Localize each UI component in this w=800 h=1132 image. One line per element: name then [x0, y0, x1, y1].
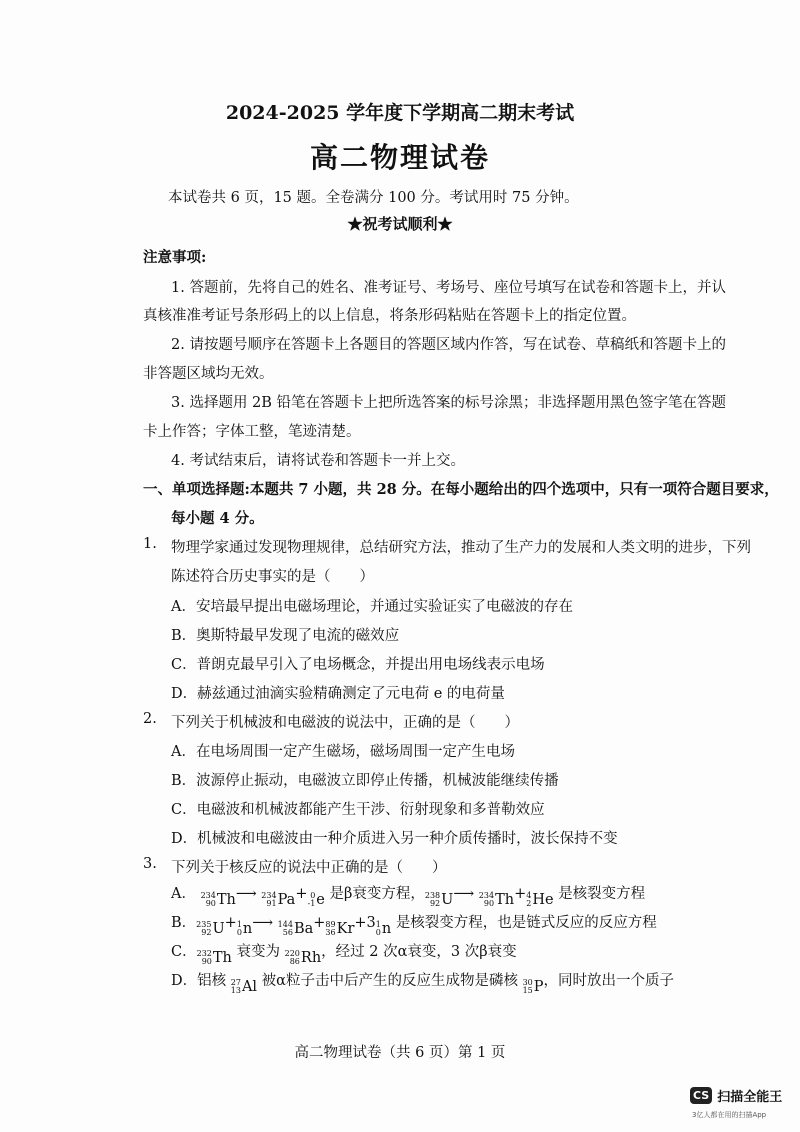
- good-luck: ★祝考试顺利★: [347, 215, 453, 233]
- q3-option-b: B． 235 92 U + 1 0 n ⟶ 144 56 Ba + 89 36 Kr +3 1 0 n 是核裂变方程，也是链式反应的反应方程: [171, 915, 657, 937]
- section-heading: 一、单项选择题:本题共 7 小题，共 28 分。在每小题给出的四个选项中，只有一项符合题目要求，: [143, 481, 779, 498]
- camscanner-logo-icon: CS: [690, 1087, 712, 1104]
- q1-stem: 陈述符合历史事实的是（ ）: [171, 569, 374, 585]
- nuclide: 234 90 Th: [200, 891, 236, 908]
- note-line: 真核准准考证号条形码上的以上信息，将条形码粘贴在答题卡上的指定位置。: [143, 308, 636, 324]
- section-heading-cont: 每小题 4 分。: [171, 510, 264, 527]
- note-line: 1. 答题前，先将自己的姓名、准考证号、考场号、座位号填写在试卷和答题卡上，并认: [171, 280, 726, 296]
- nuclide: 89 36 Kr: [325, 920, 355, 937]
- q3-number: 3.: [143, 856, 157, 872]
- notes-heading: 注意事项:: [143, 249, 207, 266]
- nuclide: 235 92 U: [196, 920, 225, 937]
- nuclide: 238 92 U: [424, 891, 454, 908]
- q2-number: 2.: [143, 711, 157, 727]
- page-footer: 高二物理试卷（共 6 页）第 1 页: [294, 1045, 506, 1061]
- nuclide: 4 2 He: [526, 891, 554, 908]
- q2-option-c: C．电磁波和机械波都能产生干涉、衍射现象和多普勒效应: [171, 802, 545, 818]
- q2-stem: 下列关于机械波和电磁波的说法中，正确的是（ ）: [171, 715, 519, 731]
- camscanner-watermark: [690, 1086, 782, 1105]
- q3-option-c: C． 232 90 Th 衰变为 220 86 Rh ，经过 2 次α衰变，3 次β衰变: [171, 944, 517, 966]
- watermark-name: 扫描全能王: [717, 1090, 783, 1105]
- note-line: 4. 考试结束后，请将试卷和答题卡一并上交。: [171, 453, 465, 469]
- q3-option-a: A． 234 90 Th ⟶ 234 91 Pa + 0 -1 e 是β衰变方程， 238 92 U ⟶ 234 90 Th + 4 2 He 是核裂变方程: [171, 886, 646, 908]
- nuclide: 0 -1 e: [307, 891, 325, 908]
- q2-option-a: A．在电场周围一定产生磁场，磁场周围一定产生电场: [171, 744, 515, 760]
- nuclide: 30 15 P: [522, 978, 544, 995]
- note-line: 卡上作答；字体工整，笔迹清楚。: [143, 424, 361, 440]
- nuclide: 232 90 Th: [196, 949, 232, 966]
- q1-option-a: A．安培最早提出电磁场理论，并通过实验证实了电磁波的存在: [171, 599, 573, 615]
- note-line: 非答题区域均无效。: [143, 366, 274, 382]
- watermark-slogan: 3亿人都在用的扫描App: [692, 1111, 767, 1119]
- q1-number: 1.: [143, 536, 157, 552]
- q3-option-d: D．铝核 27 13 Al 被α粒子击中后产生的反应生成物是磷核 30 15 P ，同时放出一个质子: [171, 973, 675, 995]
- nuclide: 1 0 n: [375, 920, 392, 937]
- note-line: 2. 请按题号顺序在答题卡上各题目的答题区域内作答，写在试卷、草稿纸和答题卡上的: [171, 337, 726, 353]
- nuclide: 27 13 Al: [230, 978, 258, 995]
- q3-stem: 下列关于核反应的说法中正确的是（ ）: [171, 860, 447, 876]
- q2-option-d: D．机械波和电磁波由一种介质进入另一种介质传播时，波长保持不变: [171, 831, 618, 847]
- nuclide: 234 90 Th: [478, 891, 515, 908]
- exam-info: 本试卷共 6 页，15 题。全卷满分 100 分。考试用时 75 分钟。: [168, 190, 579, 206]
- note-line: 3. 选择题用 2B 铅笔在答题卡上把所选答案的标号涂黑；非选择题用黑色签字笔在答题: [171, 395, 727, 411]
- paper-title: 高二物理试卷: [309, 141, 490, 174]
- nuclide: 220 86 Rh: [284, 949, 322, 966]
- q1-option-c: C．普朗克最早引入了电场概念，并提出用电场线表示电场: [171, 657, 545, 673]
- nuclide: 234 91 Pa: [261, 891, 296, 908]
- nuclide: 1 0 n: [236, 920, 253, 937]
- q1-stem: 物理学家通过发现物理规律，总结研究方法，推动了生产力的发展和人类文明的进步，下列: [171, 540, 751, 556]
- exam-title: 2024-2025 学年度下学期高二期末考试: [225, 102, 575, 124]
- q1-option-b: B．奥斯特最早发现了电流的磁效应: [171, 628, 400, 644]
- q1-option-d: D．赫兹通过油滴实验精确测定了元电荷 e 的电荷量: [171, 686, 505, 702]
- q2-option-b: B．波源停止振动，电磁波立即停止传播，机械波能继续传播: [171, 773, 559, 789]
- option-label: A．: [171, 886, 196, 902]
- nuclide: 144 56 Ba: [277, 920, 314, 937]
